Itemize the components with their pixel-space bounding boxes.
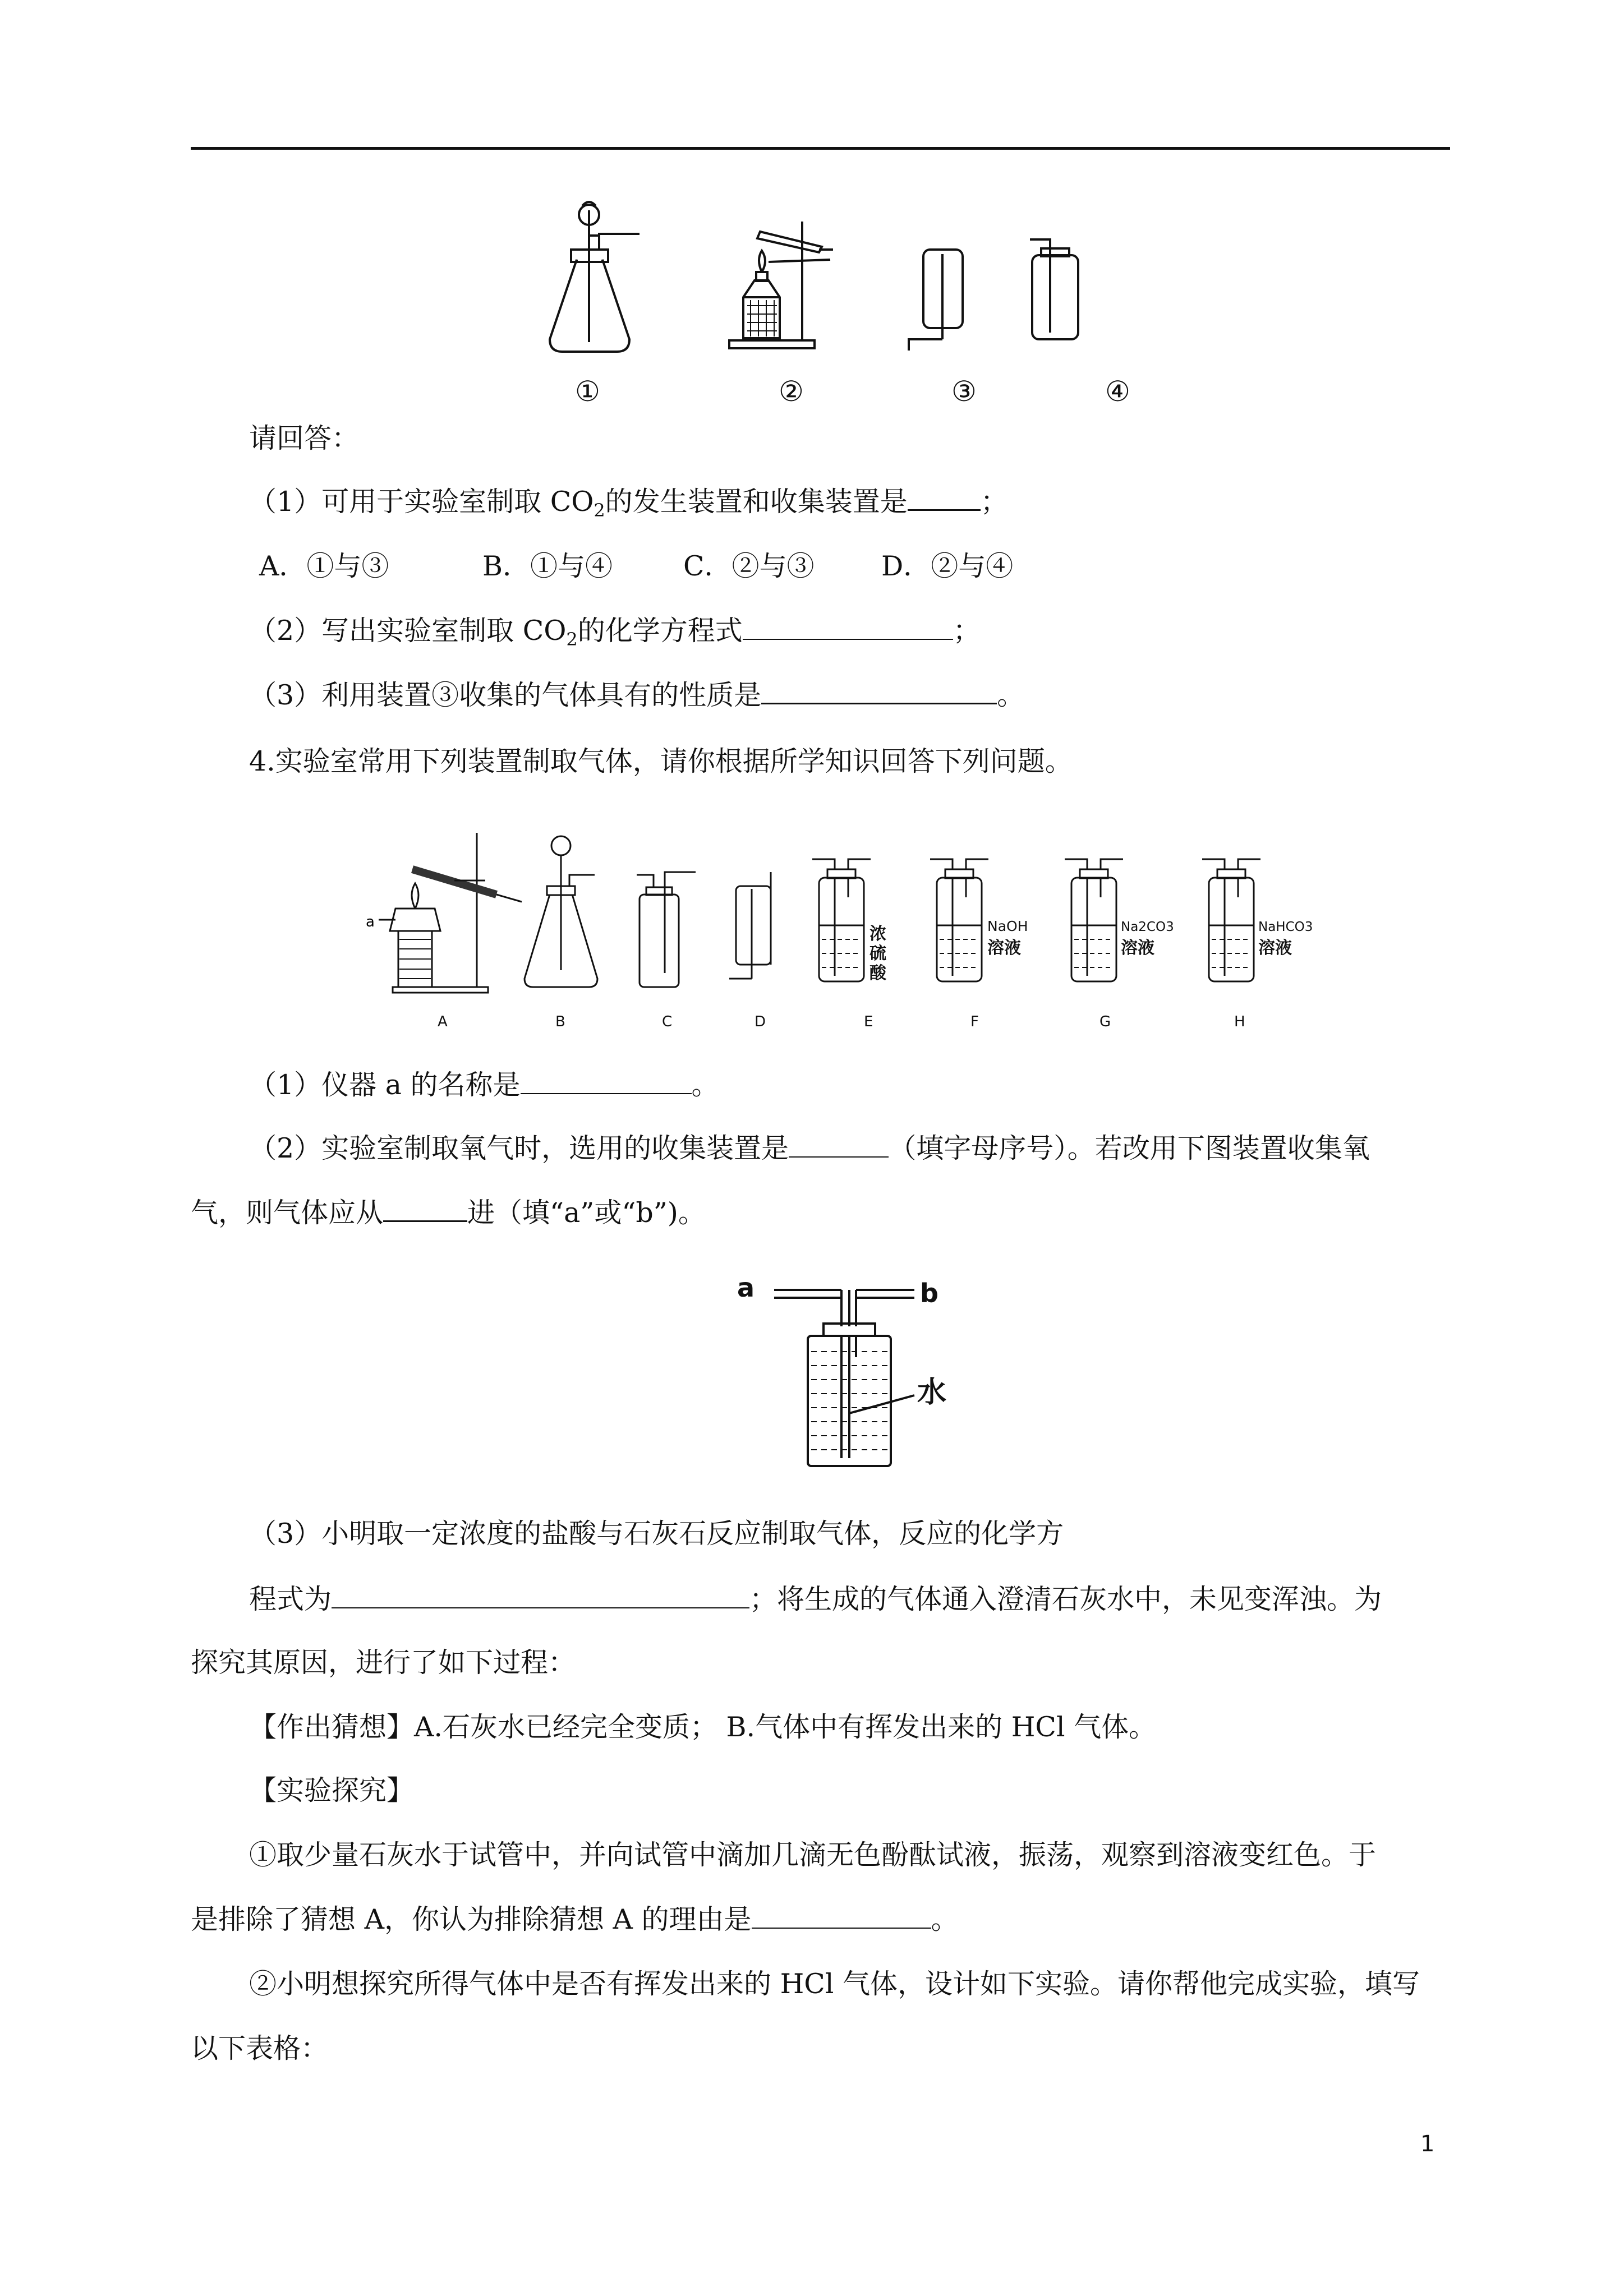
q4-part3-line1: （3）小明取一定浓度的盐酸与石灰石反应制取气体，反应的化学方 bbox=[249, 1518, 1064, 1550]
label-e-1: 浓 bbox=[869, 924, 886, 944]
q4-part3-line3: 探究其原因，进行了如下过程： bbox=[191, 1647, 576, 1679]
q4-part1: （1）仪器 a 的名称是 。 bbox=[249, 1069, 719, 1101]
q3-prompt: 请回答： bbox=[249, 422, 360, 454]
label-e-3: 酸 bbox=[869, 963, 886, 983]
q3-part2: （2）写出实验室制取 $CO_2$的化学方程式 ； bbox=[249, 615, 981, 650]
water-label: 水 bbox=[917, 1376, 947, 1409]
letter-b: B bbox=[555, 1013, 565, 1030]
letter-c: C bbox=[662, 1013, 673, 1030]
inlet-a-label: a bbox=[737, 1273, 755, 1303]
experiment-2-line2: 以下表格： bbox=[191, 2032, 329, 2064]
letter-f: F bbox=[970, 1013, 979, 1030]
label-f-2: 溶液 bbox=[987, 938, 1021, 958]
page-number: 1 bbox=[1420, 2131, 1435, 2157]
fig1-label-4: ④ bbox=[1105, 375, 1130, 408]
letter-h: H bbox=[1234, 1013, 1245, 1030]
answer-blank[interactable] bbox=[752, 1905, 931, 1929]
answer-blank[interactable] bbox=[521, 1071, 692, 1094]
label-g-2: 溶液 bbox=[1121, 938, 1154, 958]
experiment-1-line2: 是排除了猜想 A，你认为排除猜想 A 的理由是 。 bbox=[191, 1903, 959, 1935]
answer-blank[interactable] bbox=[743, 616, 953, 640]
label-f-1: NaOH bbox=[987, 918, 1028, 934]
answer-blank[interactable] bbox=[908, 487, 981, 511]
q4-part3-line2: 程式为 ；将生成的气体通入澄清石灰水中，未见变浑浊。为 bbox=[249, 1583, 1382, 1615]
experiment-1-line1: ①取少量石灰水于试管中，并向试管中滴加几滴无色酚酞试液，振荡，观察到溶液变红色。于 bbox=[249, 1839, 1377, 1871]
option-b: B．①与④ bbox=[482, 550, 613, 582]
label-h-2: 溶液 bbox=[1258, 938, 1292, 958]
experiment-2-line1: ②小明想探究所得气体中是否有挥发出来的 HCl 气体，设计如下实验。请你帮他完成实验，填写 bbox=[249, 1968, 1420, 2000]
answer-blank[interactable] bbox=[761, 680, 997, 704]
answer-blank[interactable] bbox=[383, 1198, 467, 1222]
fig1-label-1: ① bbox=[575, 375, 600, 408]
fig1-label-3: ③ bbox=[951, 375, 977, 408]
option-a: A．①与③ bbox=[259, 550, 389, 582]
q4-title: 4.实验室常用下列装置制取气体，请你根据所学知识回答下列问题。 bbox=[249, 745, 1073, 777]
option-c: C．②与③ bbox=[683, 550, 815, 582]
experiment-heading: 【实验探究】 bbox=[249, 1774, 415, 1806]
fig1-label-2: ② bbox=[779, 375, 804, 408]
apparatus-figure-1 bbox=[539, 193, 1156, 356]
q3-part1: （1）可用于实验室制取 $CO_2$的发生装置和收集装置是 ； bbox=[249, 486, 1008, 521]
q4-part2-line2: 气，则气体应从 进（填“a”或“b”)。 bbox=[191, 1197, 706, 1229]
header-rule bbox=[191, 147, 1450, 150]
letter-g: G bbox=[1099, 1013, 1111, 1030]
letter-a: A bbox=[438, 1013, 448, 1030]
apparatus-figure-2 bbox=[359, 819, 1313, 1038]
letter-e: E bbox=[864, 1013, 873, 1030]
q4-part2-line1: （2）实验室制取氧气时，选用的收集装置是 （填字母序号）。若改用下图装置收集氧 bbox=[249, 1132, 1370, 1164]
letter-d: D bbox=[755, 1013, 766, 1030]
label-e-2: 硫 bbox=[869, 944, 886, 963]
label-g-1: Na2CO3 bbox=[1121, 920, 1174, 934]
q3-options bbox=[259, 550, 1013, 583]
gas-collection-bottle-figure bbox=[729, 1267, 965, 1475]
hypothesis: 【作出猜想】A.石灰水已经完全变质； B.气体中有挥发出来的 HCl 气体。 bbox=[249, 1711, 1157, 1743]
option-d: D．②与④ bbox=[881, 550, 1014, 582]
label-small-a: a bbox=[366, 914, 375, 930]
answer-blank[interactable] bbox=[789, 1134, 889, 1158]
answer-blank[interactable] bbox=[332, 1585, 749, 1608]
q3-part3: （3）利用装置③收集的气体具有的性质是 。 bbox=[249, 679, 1025, 711]
label-h-1: NaHCO3 bbox=[1258, 920, 1313, 934]
inlet-b-label: b bbox=[920, 1278, 938, 1308]
